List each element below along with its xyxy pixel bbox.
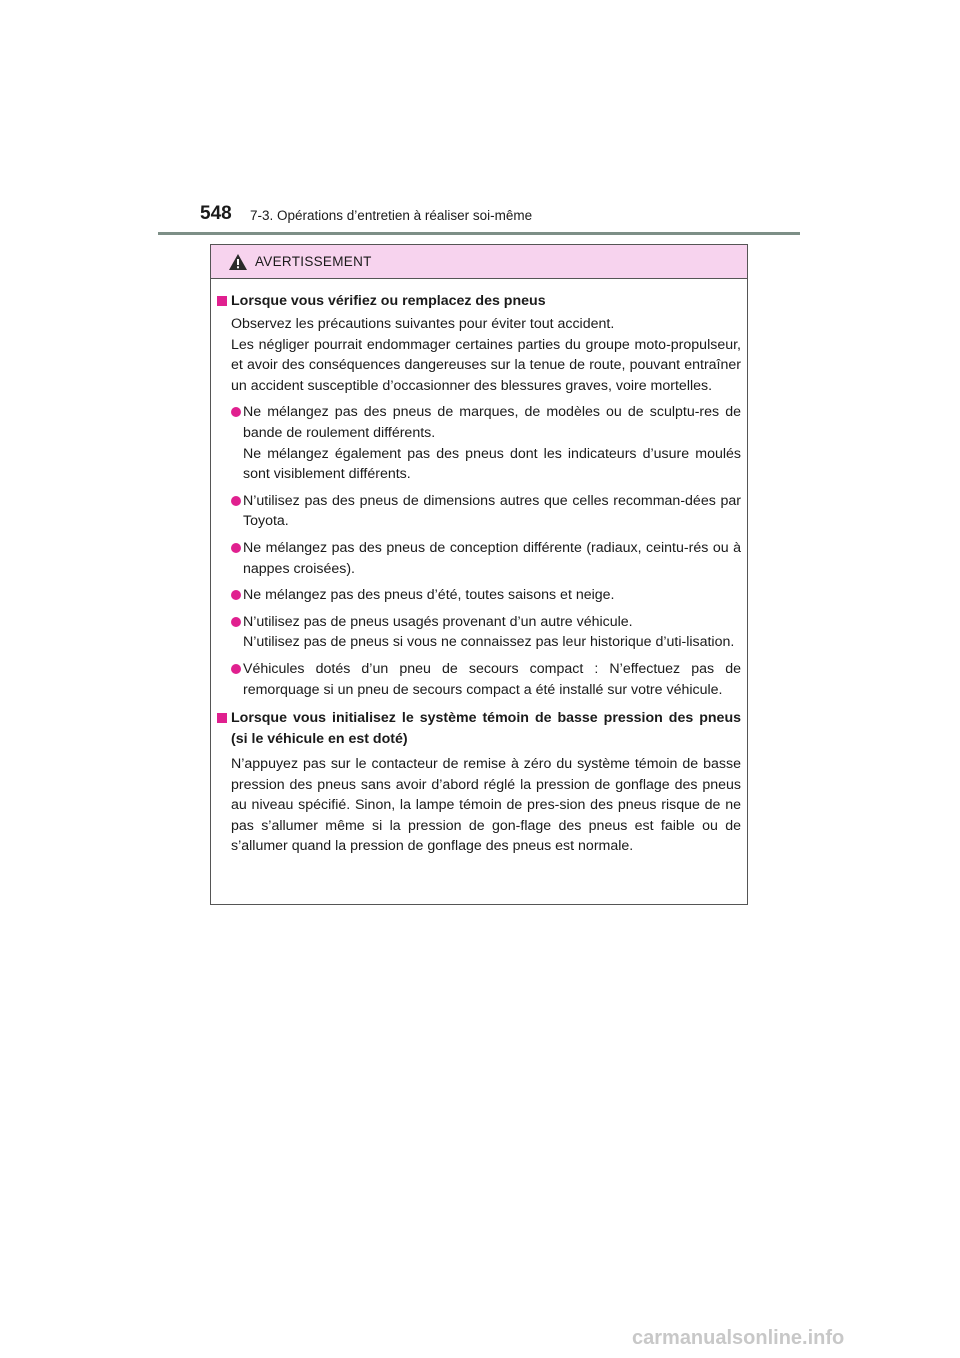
bullet-item xyxy=(216,659,741,700)
bullet-item xyxy=(216,612,741,653)
bullet-item xyxy=(216,491,741,532)
section-paragraphs xyxy=(216,314,741,396)
bullet-item xyxy=(216,402,741,484)
warning-triangle-icon xyxy=(228,253,248,271)
round-bullet-icon xyxy=(231,590,241,600)
bullet-item xyxy=(216,538,741,579)
round-bullet-icon xyxy=(231,543,241,553)
round-bullet-icon xyxy=(231,496,241,506)
round-bullet-icon xyxy=(231,407,241,417)
round-bullet-icon xyxy=(231,617,241,627)
bullet-text: Véhicules dotés d’un pneu de secours compact : N’effectuez pas de remorquage si un pneu de secours compact a été installé sur votre véhicule. xyxy=(243,660,741,698)
header-divider xyxy=(158,232,800,235)
watermark: carmanualsonline.info xyxy=(632,1327,845,1349)
bullet-text: Ne mélangez pas des pneus de conception différente (radiaux, ceintu-rés ou à nappes croisées). xyxy=(243,539,741,577)
warning-header xyxy=(211,245,747,279)
bullet-text: Ne mélangez également pas des pneus dont les indicateurs d’usure moulés sont visiblement différents. xyxy=(243,445,741,483)
section-title: 7-3. Opérations d’entretien à réaliser soi-même xyxy=(250,208,533,223)
bullet-text: N’utilisez pas de pneus usagés provenant d’un autre véhicule. xyxy=(243,613,633,630)
section-heading xyxy=(216,708,741,750)
section-heading-text: Lorsque vous vérifiez ou remplacez des pneus xyxy=(231,293,546,309)
section-heading xyxy=(216,291,741,312)
section-heading-text: Lorsque vous initialisez le système témoin de basse pression des pneus (si le véhicule en est doté) xyxy=(231,710,741,748)
section-tire-check xyxy=(216,291,741,700)
warning-body xyxy=(211,279,747,857)
bullet-text: Ne mélangez pas des pneus d’été, toutes saisons et neige. xyxy=(243,587,615,604)
page-header xyxy=(200,203,800,229)
paragraph: N’appuyez pas sur le contacteur de remise à zéro du système témoin de basse pression des pneus sans avoir d’abord réglé la pression de gonflage des pneus au niveau spécifié. Sinon, la lampe témoin de pres-sion des pneus risque de ne pas s’allumer même si la pression de gon-flage des pneus est faible ou de s’allumer quand la pression de gonflage des pneus est normale. xyxy=(231,756,741,855)
paragraph: Observez les précautions suivantes pour éviter tout accident. xyxy=(231,316,615,332)
section-tpms-init xyxy=(216,708,741,857)
warning-box xyxy=(210,244,748,905)
round-bullet-icon xyxy=(231,664,241,674)
bullet-text: N’utilisez pas de pneus si vous ne connaissez pas leur historique d’uti-lisation. xyxy=(243,634,735,651)
warning-title: AVERTISSEMENT xyxy=(255,254,372,269)
bullet-text: N’utilisez pas des pneus de dimensions autres que celles recomman-dées par Toyota. xyxy=(243,492,741,530)
paragraph: Les négliger pourrait endommager certaines parties du groupe moto-propulseur, et avoir des conséquences dangereuses sur la tenue de route, pouvant entraîner un accident susceptible d’occasionner des blessures graves, voire mortelles. xyxy=(231,336,741,394)
square-bullet-icon xyxy=(217,296,227,306)
bullet-text: Ne mélangez pas des pneus de marques, de modèles ou de sculptu-res de bande de roulement différents. xyxy=(243,404,741,441)
bullet-item xyxy=(216,585,741,606)
page-number: 548 xyxy=(200,203,232,224)
square-bullet-icon xyxy=(217,713,227,723)
section-paragraphs xyxy=(216,754,741,857)
